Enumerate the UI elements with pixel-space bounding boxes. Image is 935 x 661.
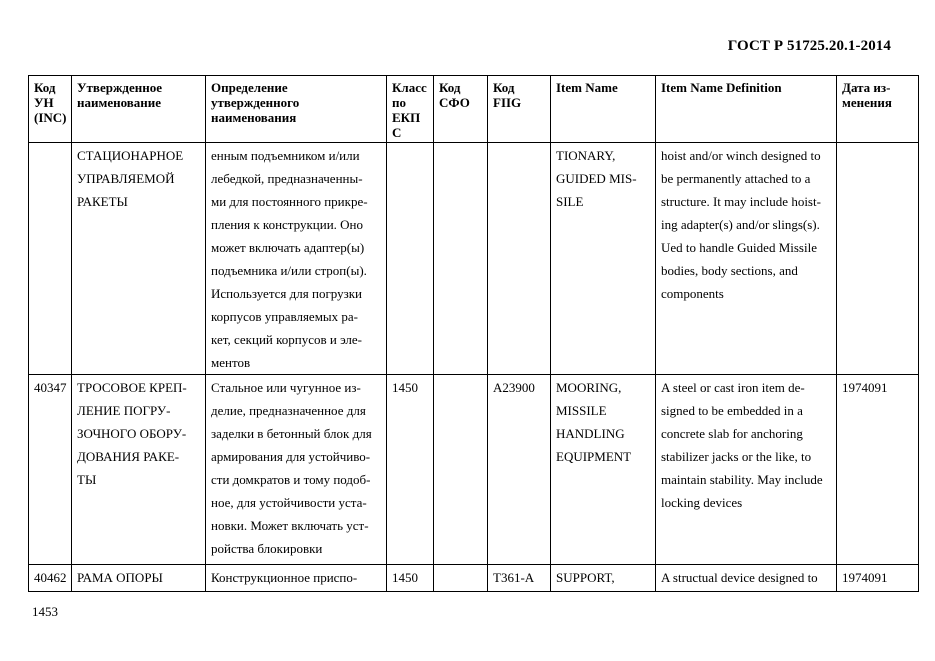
cell-item-name-definition: A structual device designed to xyxy=(656,565,837,592)
cell-sfo xyxy=(434,565,488,592)
data-table xyxy=(28,75,919,592)
cell-item-name: TIONARY, GUIDED MIS- SILE xyxy=(551,143,656,375)
cell-change-date: 1974091 xyxy=(837,375,919,565)
header-fiig: Код FIIG xyxy=(488,76,551,143)
cell-class xyxy=(387,143,434,375)
header-definition: Определение утвержденного наименования xyxy=(206,76,387,143)
header-item-name: Item Name xyxy=(551,76,656,143)
header-item-name-definition: Item Name Definition xyxy=(656,76,837,143)
table-row xyxy=(29,375,919,565)
cell-change-date xyxy=(837,143,919,375)
document-header-standard-number: ГОСТ Р 51725.20.1-2014 xyxy=(727,38,891,54)
cell-sfo xyxy=(434,375,488,565)
header-sfo: Код СФО xyxy=(434,76,488,143)
header-class: Класс по ЕКП С xyxy=(387,76,434,143)
cell-item-name-definition: A steel or cast iron item de- signed to be embedded in a concrete slab for anchoring stabilizer jacks or the like, to maintain stability. May include locking devices xyxy=(656,375,837,565)
table-row xyxy=(29,565,919,592)
cell-definition: Стальное или чугунное из- делие, предназначенное для заделки в бетонный блок для армирования для устойчиво- сти домкратов и тому подоб- ное, для устойчивости уста- новки. Может включать уст- ройства блокировки xyxy=(206,375,387,565)
cell-change-date: 1974091 xyxy=(837,565,919,592)
cell-class: 1450 xyxy=(387,375,434,565)
cell-item-name: SUPPORT, xyxy=(551,565,656,592)
page-number: 1453 xyxy=(32,604,58,619)
table-row xyxy=(29,143,919,375)
cell-item-name-definition: hoist and/or winch designed to be permanently attached to a structure. It may include hoist- ing adapter(s) and/or slings(s). Ued to handle Guided Missile bodies, body sections, and components xyxy=(656,143,837,375)
header-change-date: Дата из- менения xyxy=(837,76,919,143)
cell-sfo xyxy=(434,143,488,375)
cell-inc: 40462 xyxy=(29,565,72,592)
cell-fiig: A23900 xyxy=(488,375,551,565)
cell-fiig xyxy=(488,143,551,375)
header-inc: Код УН (INC) xyxy=(29,76,72,143)
cell-approved-name: СТАЦИОНАРНОЕ УПРАВЛЯЕМОЙ РАКЕТЫ xyxy=(72,143,206,375)
cell-approved-name: ТРОСОВОЕ КРЕП- ЛЕНИЕ ПОГРУ- ЗОЧНОГО ОБОРУ- ДОВАНИЯ РАКЕ- ТЫ xyxy=(72,375,206,565)
header-approved-name: Утвержденное наименование xyxy=(72,76,206,143)
table-header-row xyxy=(29,76,919,143)
cell-approved-name: РАМА ОПОРЫ xyxy=(72,565,206,592)
cell-inc xyxy=(29,143,72,375)
cell-definition: енным подъемником и/или лебедкой, предназначенны- ми для постоянного прикре- пления к конструкции. Оно может включать адаптер(ы) подъемника и/или строп(ы). Используется для погрузки корпусов управляемых ра- кет, секций корпусов и эле- ментов xyxy=(206,143,387,375)
cell-item-name: MOORING, MISSILE HANDLING EQUIPMENT xyxy=(551,375,656,565)
cell-class: 1450 xyxy=(387,565,434,592)
cell-definition: Конструкционное приспо- xyxy=(206,565,387,592)
cell-inc: 40347 xyxy=(29,375,72,565)
cell-fiig: T361-A xyxy=(488,565,551,592)
